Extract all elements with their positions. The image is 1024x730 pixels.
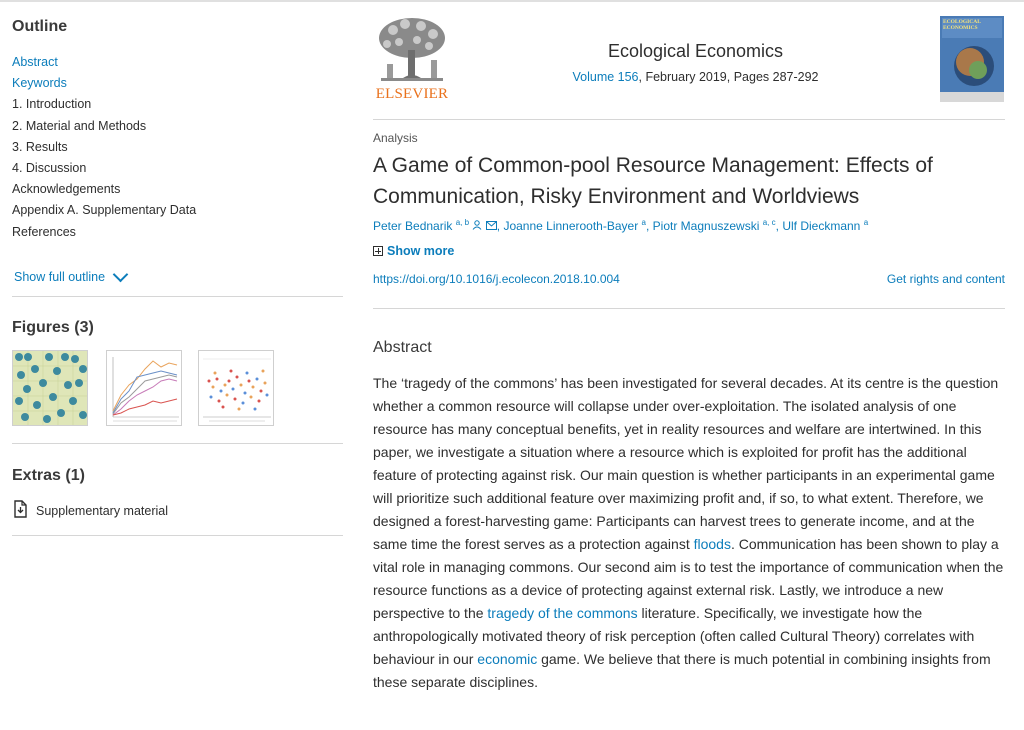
journal-cover-title: ECOLOGICAL ECONOMICS <box>943 19 981 31</box>
supplementary-material-label: Supplementary material <box>36 503 169 518</box>
envelope-icon <box>486 221 497 230</box>
doi-link[interactable]: https://doi.org/10.1016/j.ecolecon.2018.10.004 <box>373 272 620 286</box>
abstract-heading: Abstract <box>373 339 432 356</box>
outline-item[interactable]: 3. Results <box>12 139 68 154</box>
author-affiliation: a, b <box>455 218 470 227</box>
show-more-label: Show more <box>387 244 455 258</box>
extras-heading: Extras (1) <box>12 467 85 484</box>
outline-item[interactable]: 4. Discussion <box>12 160 87 175</box>
author-link[interactable] <box>653 219 776 233</box>
author-link[interactable] <box>503 219 646 233</box>
abstract-text-segment: . Communication has been shown to play a vital role in managing commons. Our second aim is to test the importance of communication when the resource functions as a device of protecting against external risk. Lastly, we introduce a new perspective to the <box>373 536 1004 621</box>
author-affiliation: a <box>641 218 646 227</box>
author-name: Piotr Magnuszewski <box>652 219 760 233</box>
figure-thumbnail-1[interactable] <box>12 350 88 426</box>
outline-item[interactable]: 1. Introduction <box>12 97 92 112</box>
show-more-button[interactable] <box>373 244 454 258</box>
outline-item[interactable]: References <box>12 224 76 239</box>
author-link[interactable] <box>782 219 868 233</box>
author-name: Ulf Dieckmann <box>782 219 861 233</box>
journal-volume-info <box>373 70 1018 84</box>
outline-item[interactable]: Abstract <box>12 55 58 69</box>
sidebar-divider <box>12 443 343 444</box>
volume-link[interactable]: Volume 156 <box>572 70 639 84</box>
document-download-icon <box>12 500 28 521</box>
volume-date-pages: , February 2019, Pages 287-292 <box>638 70 819 84</box>
journal-cover[interactable] <box>940 16 1004 102</box>
outline-list <box>12 52 196 243</box>
author-name: Joanne Linnerooth-Bayer <box>503 219 639 233</box>
figure-thumbnail-2[interactable] <box>106 350 182 426</box>
outline-item[interactable]: Appendix A. Supplementary Data <box>12 203 197 218</box>
author-affiliation: a <box>863 218 869 227</box>
supplementary-material-link[interactable] <box>12 500 168 521</box>
header-divider <box>373 119 1005 120</box>
journal-title-link[interactable]: Ecological Economics <box>607 41 784 61</box>
outline-item[interactable]: 2. Material and Methods <box>12 118 147 133</box>
abstract-text <box>373 372 1005 694</box>
abstract-term-link[interactable]: tragedy of the commons <box>487 605 638 621</box>
abstract-term-link[interactable]: floods <box>693 536 731 552</box>
author-link[interactable] <box>373 219 497 233</box>
abstract-text-segment: literature. Specifically, we investigate how the anthropologically motivated theory of risk perception (often called Cultural Theory) correlates with behaviour in our <box>373 605 975 667</box>
article-type: Analysis <box>373 131 418 145</box>
publisher-name: ELSEVIER <box>375 86 449 102</box>
abstract-text-segment: The ‘tragedy of the commons’ has been investigated for several decades. At its centre is the question whether a common resource will collapse under over-exploitation. The isolated analysis of one resource has many conceptual benefits, yet in reality resources and welfare are intertwined. In this paper, we investigate a situation where a resource which is exploited for profit has the additional feature of protecting against risk. Our main question is whether participants in an experimental game will prioritize such additional feature over maximizing profit and, if so, to what extent. Therefore, we designed a forest-harvesting game: Participants can harvest trees to generate income, and at the same time the forest serves as a protection against <box>373 375 999 552</box>
abstract-term-link[interactable]: economic <box>477 651 538 667</box>
figures-heading: Figures (3) <box>12 319 94 336</box>
figure-thumbnail-3[interactable] <box>198 350 274 426</box>
author-name: Peter Bednarik <box>373 219 453 233</box>
outline-heading: Outline <box>12 18 68 35</box>
article-title: A Game of Common-pool Resource Management: Effects of Communication, Risky Environment and Worldviews <box>373 154 933 208</box>
sidebar-divider <box>12 535 343 536</box>
chevron-down-icon <box>113 267 129 283</box>
show-full-outline-label: Show full outline <box>14 270 106 284</box>
author-affiliation: a, c <box>762 218 776 227</box>
plus-square-icon <box>373 246 383 256</box>
person-icon <box>472 220 482 230</box>
author-list: Peter Bednarik $^{a, b}$ , Joanne Linnerooth-Bayer $^a$, Piotr Magnuszewski $^{a, c}$, Ulf Dieckmann $^a$ <box>373 218 869 233</box>
show-full-outline-button[interactable] <box>14 270 126 284</box>
outline-item[interactable]: Acknowledgements <box>12 182 121 197</box>
outline-item[interactable]: Keywords <box>12 76 67 91</box>
get-rights-link[interactable]: Get rights and content <box>886 272 1005 286</box>
sidebar-divider <box>12 296 343 297</box>
abstract-text-segment: game. We believe that there is much potential in combining insights from these separate disciplines. <box>373 651 991 690</box>
metadata-divider <box>373 308 1005 309</box>
